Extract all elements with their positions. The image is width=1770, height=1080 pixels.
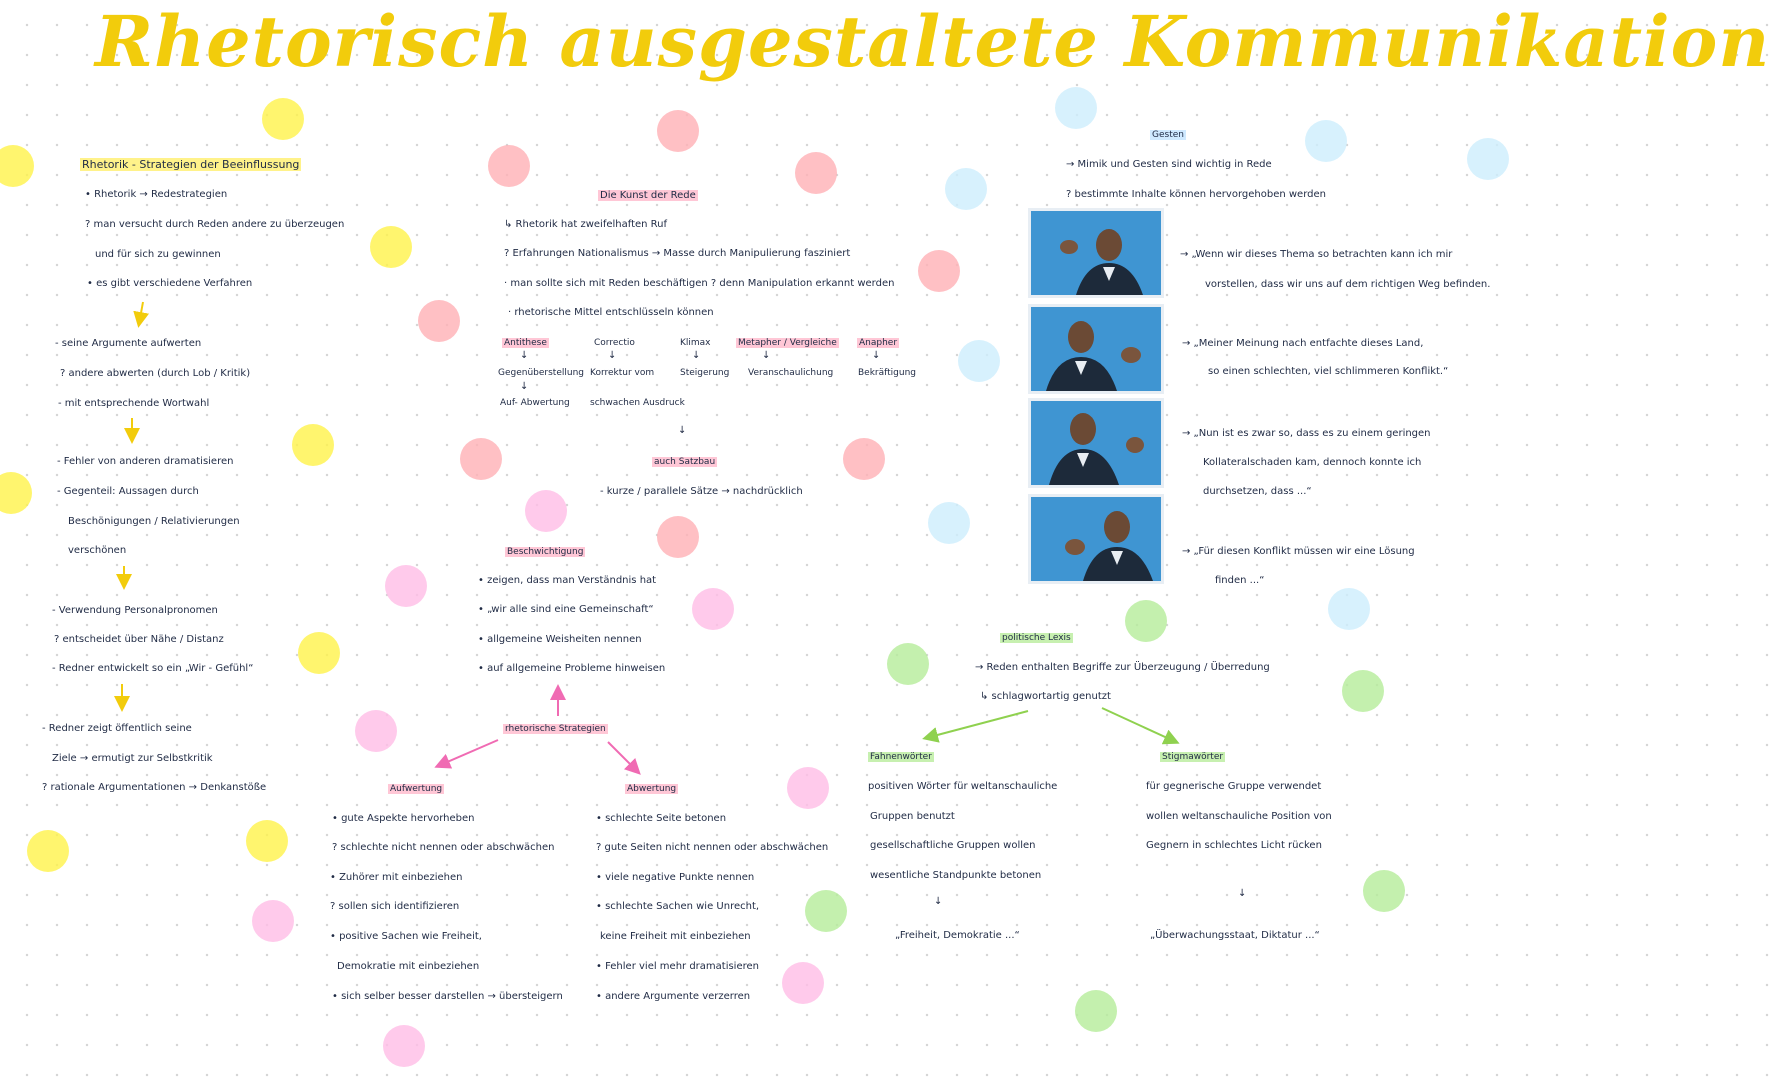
device-name: Antithese — [504, 338, 547, 348]
aufwertung-line: ? schlechte nicht nennen oder abschwächen — [332, 842, 555, 853]
device-name: Anapher — [859, 338, 898, 348]
abwertung-line: keine Freiheit mit einbeziehen — [600, 931, 751, 942]
speaker-photo — [1028, 398, 1164, 488]
aufwertung-line: • sich selber besser darstellen → übersteigern — [332, 991, 563, 1002]
device-arrow: ↓ — [520, 350, 529, 361]
device-arrow: ↓ — [608, 350, 617, 361]
quote-line: so einen schlechten, viel schlimmeren Konflikt.“ — [1208, 366, 1449, 377]
fahnen-line: Gruppen benutzt — [870, 811, 955, 822]
device-name: Klimax — [680, 338, 711, 348]
pink-arrow-left — [438, 740, 498, 766]
aufwertung-heading: Aufwertung — [390, 784, 443, 794]
middle-line: · man sollte sich mit Reden beschäftigen ? denn Manipulation erkannt werden — [504, 278, 895, 289]
abwertung-line: • schlechte Seite betonen — [596, 813, 727, 824]
left-line: - mit entsprechende Wortwahl — [58, 398, 210, 409]
green-arrow-left — [926, 711, 1028, 738]
device-name: Metapher / Vergleiche — [738, 338, 837, 348]
left-line: ? andere abwerten (durch Lob / Kritik) — [60, 368, 251, 379]
quote-line: → „Meiner Meinung nach entfachte dieses Land, — [1182, 338, 1424, 349]
left-line: - Verwendung Personalpronomen — [52, 605, 218, 616]
abwertung-line: • schlechte Sachen wie Unrecht, — [596, 901, 760, 912]
left-line: Beschönigungen / Relativierungen — [68, 516, 240, 527]
device-desc: Auf- Abwertung — [500, 398, 570, 408]
device-arrow: ↓ — [520, 381, 529, 392]
beschwichtigung-line: • zeigen, dass man Verständnis hat — [478, 575, 657, 586]
abwertung-line: • viele negative Punkte nennen — [596, 872, 755, 883]
stigma-arrow: ↓ — [1238, 888, 1247, 899]
quote-line: Kollateralschaden kam, dennoch konnte ich — [1203, 457, 1422, 468]
middle-line: ↳ Rhetorik hat zweifelhaften Ruf — [504, 219, 668, 230]
abwertung-line: • Fehler viel mehr dramatisieren — [596, 961, 759, 972]
quote-line: durchsetzen, dass ...“ — [1203, 486, 1312, 497]
aufwertung-line: • positive Sachen wie Freiheit, — [330, 931, 482, 942]
speaker-photo — [1028, 208, 1164, 298]
left-line: • Rhetorik → Redestrategien — [85, 189, 228, 200]
stigma-heading: Stigmawörter — [1162, 752, 1224, 762]
left-line: - Redner zeigt öffentlich seine — [42, 723, 192, 734]
speaker-photo — [1028, 494, 1164, 584]
fahnen-line: gesellschaftliche Gruppen wollen — [870, 840, 1036, 851]
lexis-line: → Reden enthalten Begriffe zur Überzeugung / Überredung — [975, 662, 1270, 673]
device-name: Correctio — [594, 338, 635, 348]
stigma-line: Gegnern in schlechtes Licht rücken — [1146, 840, 1322, 851]
satzbau-heading: auch Satzbau — [654, 457, 716, 467]
left-heading: Rhetorik - Strategien der Beeinflussung — [82, 158, 300, 171]
device-arrow: ↓ — [692, 350, 701, 361]
device-desc: Bekräftigung — [858, 368, 917, 378]
stigma-example: „Überwachungsstaat, Diktatur ...“ — [1150, 930, 1320, 941]
abwertung-line: • andere Argumente verzerren — [596, 991, 751, 1002]
strategien-heading: rhetorische Strategien — [505, 724, 606, 734]
yellow-arrow — [139, 302, 143, 324]
aufwertung-line: • gute Aspekte hervorheben — [332, 813, 475, 824]
left-line: - Fehler von anderen dramatisieren — [57, 456, 234, 467]
fahnen-arrow: ↓ — [934, 896, 943, 907]
gesten-line: ? bestimmte Inhalte können hervorgehoben werden — [1066, 189, 1326, 200]
left-line: - Redner entwickelt so ein „Wir - Gefühl“ — [52, 663, 254, 674]
left-line: Ziele → ermutigt zur Selbstkritik — [52, 753, 213, 764]
left-line: - seine Argumente aufwerten — [55, 338, 202, 349]
device-desc: Steigerung — [680, 368, 730, 378]
aufwertung-line: Demokratie mit einbeziehen — [337, 961, 480, 972]
device-desc: Korrektur vom — [590, 368, 655, 378]
fahnen-line: positiven Wörter für weltanschauliche — [868, 781, 1058, 792]
green-arrow-right — [1102, 708, 1176, 742]
device-desc: schwachen Ausdruck — [590, 398, 685, 408]
device-desc: Gegenüberstellung — [498, 368, 584, 378]
left-line: ? man versucht durch Reden andere zu überzeugen — [85, 219, 345, 230]
left-line: • es gibt verschiedene Verfahren — [87, 278, 253, 289]
device-arrow: ↓ — [872, 350, 881, 361]
aufwertung-line: ? sollen sich identifizieren — [330, 901, 460, 912]
device-arrow: ↓ — [762, 350, 771, 361]
gesten-heading: Gesten — [1152, 130, 1184, 140]
speaker-photo — [1028, 304, 1164, 394]
abwertung-heading: Abwertung — [627, 784, 677, 794]
middle-line: ? Erfahrungen Nationalismus → Masse durch Manipulierung fasziniert — [504, 248, 851, 259]
abwertung-line: ? gute Seiten nicht nennen oder abschwächen — [596, 842, 829, 853]
quote-line: → „Für diesen Konflikt müssen wir eine Lösung — [1182, 546, 1415, 557]
aufwertung-line: • Zuhörer mit einbeziehen — [330, 872, 463, 883]
quote-line: vorstellen, dass wir uns auf dem richtigen Weg befinden. — [1205, 279, 1491, 290]
page-title: Rhetorisch ausgestaltete Kommunikation — [95, 0, 1770, 83]
left-line: ? rationale Argumentationen → Denkanstöße — [42, 782, 267, 793]
left-line: ? entscheidet über Nähe / Distanz — [54, 634, 224, 645]
stigma-line: für gegnerische Gruppe verwendet — [1146, 781, 1322, 792]
quote-line: finden ...“ — [1215, 575, 1265, 586]
middle-line: · rhetorische Mittel entschlüsseln können — [508, 307, 714, 318]
lexis-heading: politische Lexis — [1002, 633, 1071, 643]
left-line: - Gegenteil: Aussagen durch — [57, 486, 199, 497]
fahnen-example: „Freiheit, Demokratie ...“ — [895, 930, 1020, 941]
down-arrow: ↓ — [678, 425, 687, 436]
fahnen-line: wesentliche Standpunkte betonen — [870, 870, 1042, 881]
beschwichtigung-line: • „wir alle sind eine Gemeinschaft“ — [478, 604, 654, 615]
beschwichtigung-line: • allgemeine Weisheiten nennen — [478, 634, 642, 645]
quote-line: → „Wenn wir dieses Thema so betrachten kann ich mir — [1180, 249, 1453, 260]
fahnen-heading: Fahnenwörter — [870, 752, 932, 762]
device-desc: Veranschaulichung — [748, 368, 834, 378]
lexis-line: ↳ schlagwortartig genutzt — [980, 691, 1111, 702]
left-line: und für sich zu gewinnen — [95, 249, 221, 260]
left-line: verschönen — [68, 545, 127, 556]
beschwichtigung-line: • auf allgemeine Probleme hinweisen — [478, 663, 666, 674]
beschwichtigung-heading: Beschwichtigung — [507, 547, 584, 557]
pink-arrow-right — [608, 742, 638, 772]
middle-heading: Die Kunst der Rede — [600, 190, 696, 201]
satzbau-line: - kurze / parallele Sätze → nachdrücklich — [600, 486, 803, 497]
gesten-line: → Mimik und Gesten sind wichtig in Rede — [1066, 159, 1272, 170]
stigma-line: wollen weltanschauliche Position von — [1146, 811, 1332, 822]
quote-line: → „Nun ist es zwar so, dass es zu einem geringen — [1182, 428, 1431, 439]
